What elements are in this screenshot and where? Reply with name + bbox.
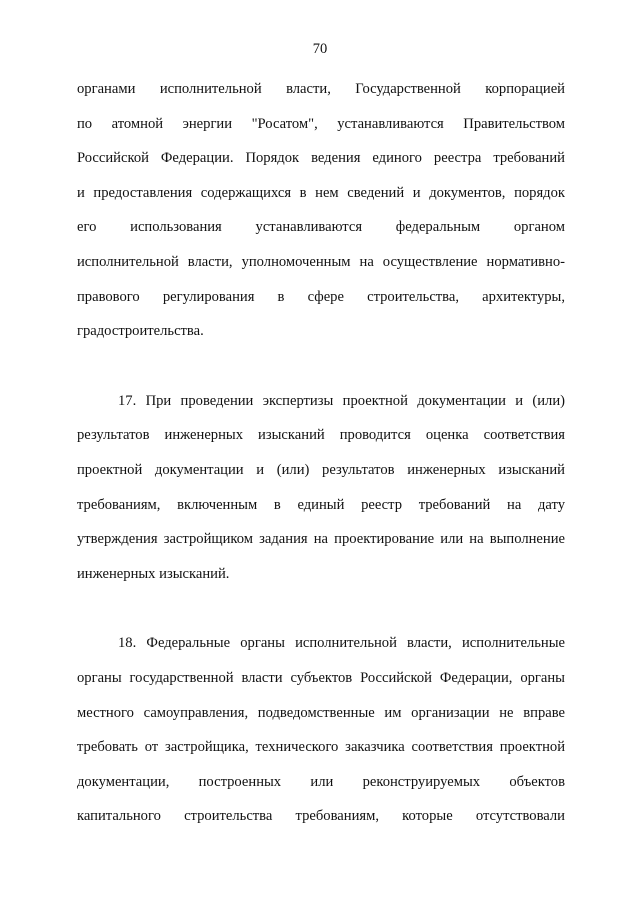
text-line: капитального строительства требованиям, которые отсутствовали <box>77 808 565 825</box>
text-line: органы государственной власти субъектов Российской Федерации, органы <box>77 669 565 686</box>
text-line: инженерных изысканий. <box>77 565 230 582</box>
text-line: и предоставления содержащихся в нем сведений и документов, порядок <box>77 184 565 201</box>
text-line: правового регулирования в сфере строительства, архитектуры, <box>77 288 565 305</box>
document-body <box>77 72 565 834</box>
paragraph-18 <box>77 626 565 834</box>
text-line: требовать от застройщика, технического заказчика соответствия проектной <box>77 739 565 756</box>
text-line: Российской Федерации. Порядок ведения единого реестра требований <box>77 150 565 167</box>
paragraph-17 <box>77 384 565 592</box>
text-line: градостроительства. <box>77 323 204 340</box>
text-line: 17. При проведении экспертизы проектной документации и (или) <box>118 392 565 409</box>
text-line: 18. Федеральные органы исполнительной власти, исполнительные <box>118 635 565 652</box>
text-line: по атомной энергии "Росатом", устанавливаются Правительством <box>77 115 565 132</box>
text-line: органами исполнительной власти, Государственной корпорацией <box>77 81 565 97</box>
page-number: 70 <box>312 41 328 57</box>
text-line: требованиям, включенным в единый реестр требований на дату <box>77 496 565 513</box>
paragraph-spacing <box>77 349 565 384</box>
text-line: результатов инженерных изысканий проводится оценка соответствия <box>77 427 565 444</box>
text-line: утверждения застройщиком задания на проектирование или на выполнение <box>77 531 565 548</box>
text-line: исполнительной власти, уполномоченным на осуществление нормативно- <box>77 253 565 270</box>
paragraph-continuation <box>77 72 565 349</box>
text-line: его использования устанавливаются федеральным органом <box>77 219 565 236</box>
paragraph-spacing <box>77 591 565 626</box>
text-line: местного самоуправления, подведомственные им организации не вправе <box>77 704 565 721</box>
text-line: документации, построенных или реконструируемых объектов <box>77 773 565 790</box>
text-line: проектной документации и (или) результатов инженерных изысканий <box>77 461 565 478</box>
